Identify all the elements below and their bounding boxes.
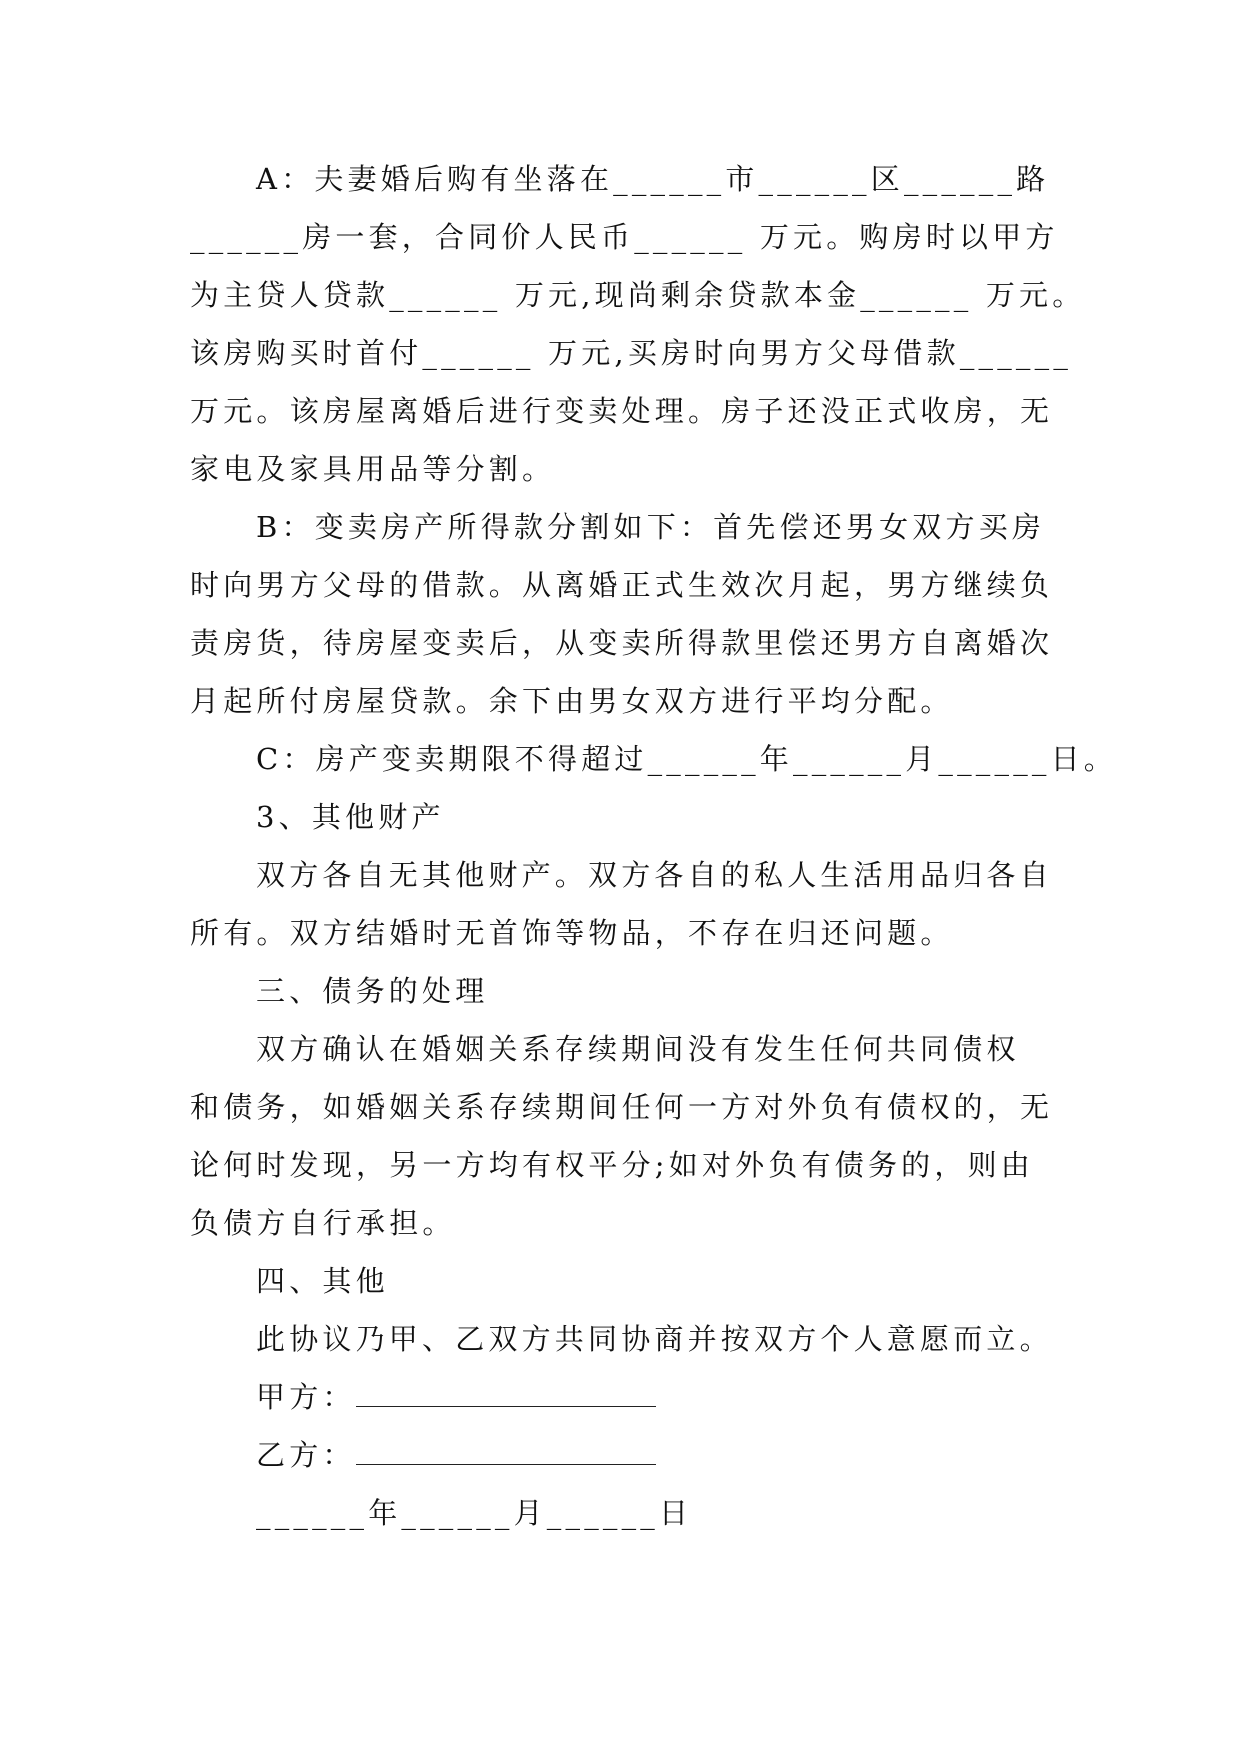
party-a-label: 甲方：	[256, 1380, 356, 1414]
section-heading-other: 四、其他	[256, 1264, 389, 1298]
section-heading-debts: 三、债务的处理	[256, 974, 489, 1008]
paragraph-other-property-line: 所有。双方结婚时无首饰等物品，不存在归还问题。	[190, 916, 954, 950]
paragraph-a-line: 该房购买时首付______ 万元,买房时向男方父母借款______	[190, 336, 1073, 370]
paragraph-debts-line: 负债方自行承担。	[190, 1206, 456, 1240]
signature-party-b	[190, 1426, 1070, 1484]
paragraph-b-line: 月起所付房屋贷款。余下由男女双方进行平均分配。	[190, 684, 954, 718]
party-b-signature-line	[356, 1428, 656, 1465]
paragraph-a-line: ______房一套，合同价人民币______ 万元。购房时以甲方	[190, 220, 1059, 254]
paragraph-debts-line: 和债务，如婚姻关系存续期间任何一方对外负有债权的，无	[190, 1090, 1054, 1124]
paragraph-a-line: 万元。该房屋离婚后进行变卖处理。房子还没正式收房，无	[190, 394, 1054, 428]
paragraph-agreement-statement: 此协议乃甲、乙双方共同协商并按双方个人意愿而立。	[256, 1322, 1053, 1356]
paragraph-a-line: 为主贷人贷款______ 万元,现尚剩余贷款本金______ 万元。	[190, 278, 1086, 312]
document-body	[190, 150, 1117, 1542]
party-b-label: 乙方：	[256, 1438, 356, 1472]
paragraph-debts-line: 双方确认在婚姻关系存续期间没有发生任何共同债权	[256, 1032, 1020, 1066]
signature-party-a	[190, 1368, 1070, 1426]
paragraph-a-line: A：夫妻婚后购有坐落在______市______区______路	[256, 162, 1050, 196]
party-a-signature-line	[356, 1370, 656, 1407]
paragraph-a-line: 家电及家具用品等分割。	[190, 452, 556, 486]
paragraph-b-line: B：变卖房产所得款分割如下：首先偿还男女双方买房	[256, 510, 1046, 544]
paragraph-debts-line: 论何时发现，另一方均有权平分;如对外负有债务的，则由	[190, 1148, 1034, 1182]
signature-date: ______年______月______日	[256, 1496, 693, 1530]
section-heading-other-property: 3、其他财产	[256, 800, 445, 834]
paragraph-other-property-line: 双方各自无其他财产。双方各自的私人生活用品归各自	[256, 858, 1053, 892]
paragraph-b-line: 时向男方父母的借款。从离婚正式生效次月起，男方继续负	[190, 568, 1054, 602]
paragraph-c-line: C：房产变卖期限不得超过______年______月______日。	[256, 742, 1117, 776]
paragraph-b-line: 责房货，待房屋变卖后，从变卖所得款里偿还男方自离婚次	[190, 626, 1054, 660]
